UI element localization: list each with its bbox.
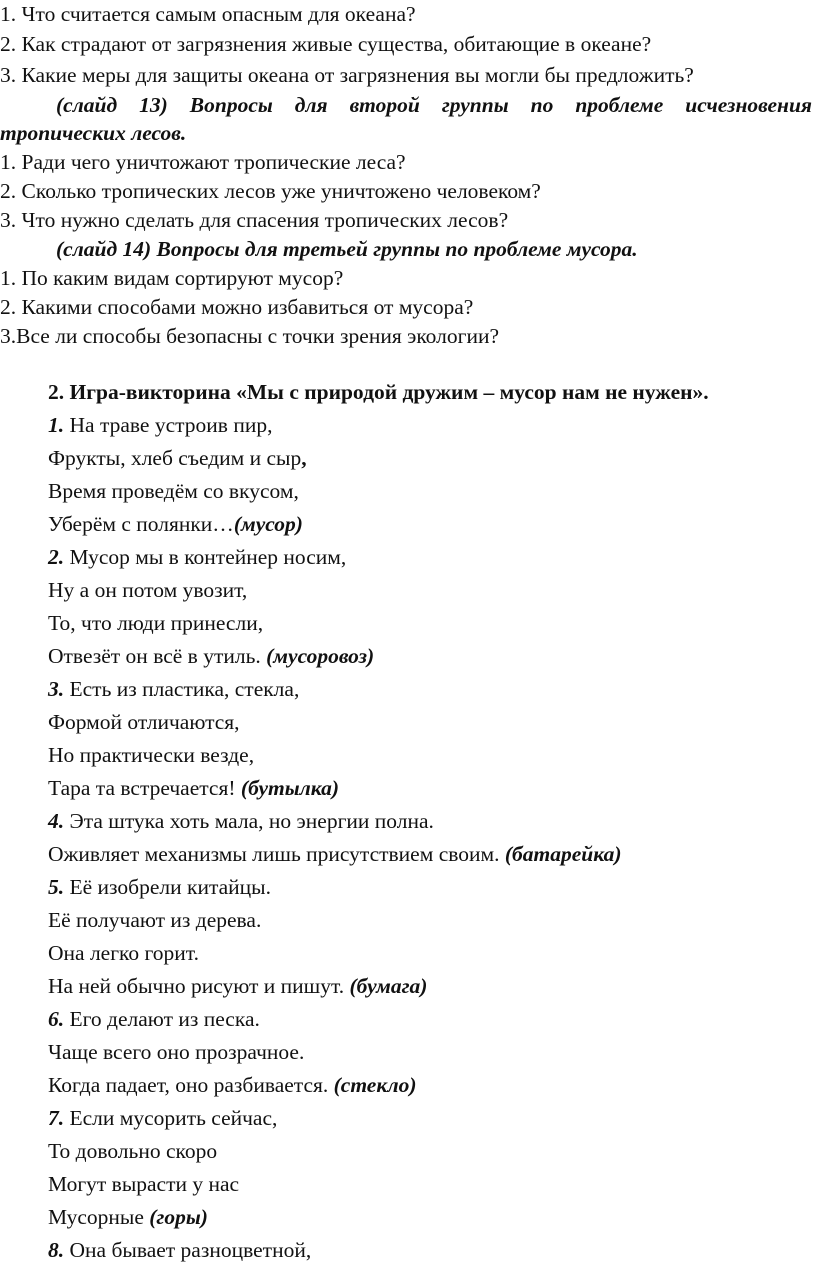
riddle-3-line-1: 3. Есть из пластика, стекла, bbox=[48, 677, 300, 701]
riddle-number: 5. bbox=[48, 875, 65, 899]
garbage-question-3: 3.Все ли способы безопасны с точки зрения экологии? bbox=[0, 324, 500, 348]
ocean-question-1: 1. Что считается самым опасным для океана? bbox=[0, 2, 416, 26]
riddle-answer: (стекло) bbox=[333, 1073, 417, 1097]
riddle-6-line-3: Когда падает, оно разбивается. (стекло) bbox=[48, 1073, 417, 1097]
riddle-number: 2. bbox=[48, 545, 65, 569]
riddle-7-line-3: Могут вырасти у нас bbox=[48, 1172, 240, 1196]
garbage-question-1: 1. По каким видам сортируют мусор? bbox=[0, 266, 344, 290]
riddle-1-line-1: 1. На траве устроив пир, bbox=[48, 413, 273, 437]
riddle-2-line-3: То, что люди принесли, bbox=[48, 611, 264, 635]
riddle-2-line-2: Ну а он потом увозит, bbox=[48, 578, 248, 602]
riddle-5-line-1: 5. Её изобрели китайцы. bbox=[48, 875, 271, 899]
riddle-3-line-4: Тара та встречается! (бутылка) bbox=[48, 776, 339, 800]
riddle-number: 8. bbox=[48, 1238, 65, 1262]
riddle-5-line-3: Она легко горит. bbox=[48, 941, 199, 965]
riddle-answer: (батарейка) bbox=[504, 842, 622, 866]
forest-question-1: 1. Ради чего уничтожают тропические леса? bbox=[0, 150, 406, 174]
riddle-4-line-2: Оживляет механизмы лишь присутствием своим. (батарейка) bbox=[48, 842, 622, 866]
riddle-answer: (бумага) bbox=[349, 974, 428, 998]
riddle-5-line-4: На ней обычно рисуют и пишут. (бумага) bbox=[48, 974, 428, 998]
ocean-question-3: 3. Какие меры для защиты океана от загрязнения вы могли бы предложить? bbox=[0, 63, 694, 87]
riddle-number: 1. bbox=[48, 413, 65, 437]
riddle-3-line-3: Но практически везде, bbox=[48, 743, 255, 767]
ocean-question-2: 2. Как страдают от загрязнения живые существа, обитающие в океане? bbox=[0, 32, 652, 56]
slide13-heading-line1: (слайд 13) Вопросы для второй группы по проблеме исчезновения bbox=[56, 93, 812, 117]
riddle-number: 7. bbox=[48, 1106, 65, 1130]
riddle-8-line-1: 8. Она бывает разноцветной, bbox=[48, 1238, 312, 1262]
quiz-title: 2. Игра-викторина «Мы с природой дружим – мусор нам не нужен». bbox=[48, 380, 709, 404]
riddle-2-line-4: Отвезёт он всё в утиль. (мусоровоз) bbox=[48, 644, 375, 668]
riddle-1-line-2: Фрукты, хлеб съедим и сыр, bbox=[48, 446, 307, 470]
riddle-answer: (мусор) bbox=[233, 512, 303, 536]
riddle-3-line-2: Формой отличаются, bbox=[48, 710, 240, 734]
riddle-5-line-2: Её получают из дерева. bbox=[48, 908, 262, 932]
riddle-number: 4. bbox=[48, 809, 65, 833]
riddle-1-line-4: Уберём с полянки…(мусор) bbox=[48, 512, 303, 536]
riddle-answer: (бутылка) bbox=[240, 776, 339, 800]
garbage-question-2: 2. Какими способами можно избавиться от мусора? bbox=[0, 295, 474, 319]
riddle-7-line-1: 7. Если мусорить сейчас, bbox=[48, 1106, 278, 1130]
riddle-4-line-1: 4. Эта штука хоть мала, но энергии полна. bbox=[48, 809, 434, 833]
riddle-answer: (горы) bbox=[149, 1205, 208, 1229]
riddle-number: 3. bbox=[48, 677, 65, 701]
forest-question-3: 3. Что нужно сделать для спасения тропических лесов? bbox=[0, 208, 509, 232]
riddle-1-line-3: Время проведём со вкусом, bbox=[48, 479, 299, 503]
forest-question-2: 2. Сколько тропических лесов уже уничтожено человеком? bbox=[0, 179, 541, 203]
riddle-2-line-1: 2. Мусор мы в контейнер носим, bbox=[48, 545, 347, 569]
riddle-answer: (мусоровоз) bbox=[266, 644, 375, 668]
riddle-7-line-4: Мусорные (горы) bbox=[48, 1205, 208, 1229]
slide13-heading-line2: тропических лесов. bbox=[0, 121, 187, 145]
slide14-heading: (слайд 14) Вопросы для третьей группы по проблеме мусора. bbox=[56, 237, 638, 261]
riddle-6-line-1: 6. Его делают из песка. bbox=[48, 1007, 260, 1031]
riddle-7-line-2: То довольно скоро bbox=[48, 1139, 218, 1163]
riddle-6-line-2: Чаще всего оно прозрачное. bbox=[48, 1040, 305, 1064]
riddle-number: 6. bbox=[48, 1007, 65, 1031]
